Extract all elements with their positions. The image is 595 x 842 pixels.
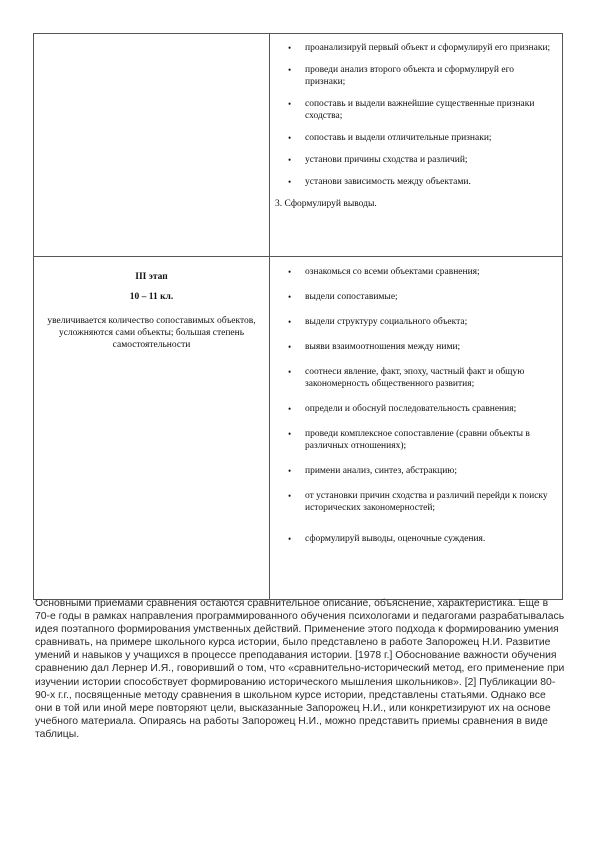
body-paragraph: Основными приемами сравнения остаются сравнительное описание, объяснение, характеристика. Еще в 70-е годы в рамках направления программированного обучения психологами и педагогами разрабатывалась идея поэтапного формирования умственных действий. Применение этого подхода к формированию умения сравнивать, на примере школьного курса истории, было представлено в работе Запорожец Н.И. Развитие умений и навыков у учащихся в процессе преподавания истории. [1978 г.] Обоснование важности обучения сравнению дал Лернер И.Я., говоривший о том, что «сравнительно-исторический метод, его применение при изучении истории способствует формированию исторического мышления школьников». [2] Публикации 80-90-х г.г., посвященные методу сравнения в школьном курсе истории, представлены статьями. Однако все они в той или иной мере повторяют цели, высказанные Запорожец Н.И., или конкретизируют их на основе учебного материала. Опираясь на работы Запорожец Н.И., можно представить приемы сравнения в виде таблицы. <box>35 598 565 740</box>
list-item: • ознакомься со всеми объектами сравнения; <box>270 266 554 278</box>
list-item: • выдели сопоставимые; <box>270 291 554 303</box>
stage-title: III этап <box>135 272 168 282</box>
list-item: • сформулируй выводы, оценочные суждения. <box>270 533 554 545</box>
grade-range: 10 – 11 кл. <box>129 292 174 302</box>
list-item: • проанализируй первый объект и сформулируй его признаки; <box>270 42 554 54</box>
stage-description: увеличивается количество сопоставимых объектов, усложняются сами объекты; большая степень самостоятельности <box>47 316 256 350</box>
list-item: • соотнеси явление, факт, эпоху, частный факт и общую закономерность общественного развития; <box>270 366 554 390</box>
table-row <box>34 34 563 257</box>
list-item: • сопоставь и выдели отличительные признаки; <box>270 132 554 144</box>
list-item: • от установки причин сходства и различий перейди к поиску исторических закономерностей; <box>270 490 554 514</box>
list-item: • проведи комплексное сопоставление (сравни объекты в различных отношениях); <box>270 428 554 452</box>
bullet-list <box>270 257 562 545</box>
table-cell-steps <box>270 257 563 600</box>
step-heading: 3. Сформулируй выводы. <box>275 199 377 209</box>
list-item: • установи причины сходства и различий; <box>270 154 554 166</box>
table-row <box>34 257 563 600</box>
list-item: • выяви взаимоотношения между ними; <box>270 341 554 353</box>
table-cell-steps <box>270 34 563 257</box>
list-item: • определи и обоснуй последовательность сравнения; <box>270 403 554 415</box>
list-item: • проведи анализ второго объекта и сформулируй его признаки; <box>270 64 554 88</box>
bullet-list <box>270 34 562 188</box>
table-cell-empty <box>34 34 270 257</box>
list-item: • сопоставь и выдели важнейшие существенные признаки сходства; <box>270 98 554 122</box>
list-item: • примени анализ, синтез, абстракцию; <box>270 465 554 477</box>
list-item: • выдели структуру социального объекта; <box>270 316 554 328</box>
list-item: • установи зависимость между объектами. <box>270 176 554 188</box>
comparison-stages-table <box>33 33 563 600</box>
table-cell-stage <box>34 257 270 600</box>
